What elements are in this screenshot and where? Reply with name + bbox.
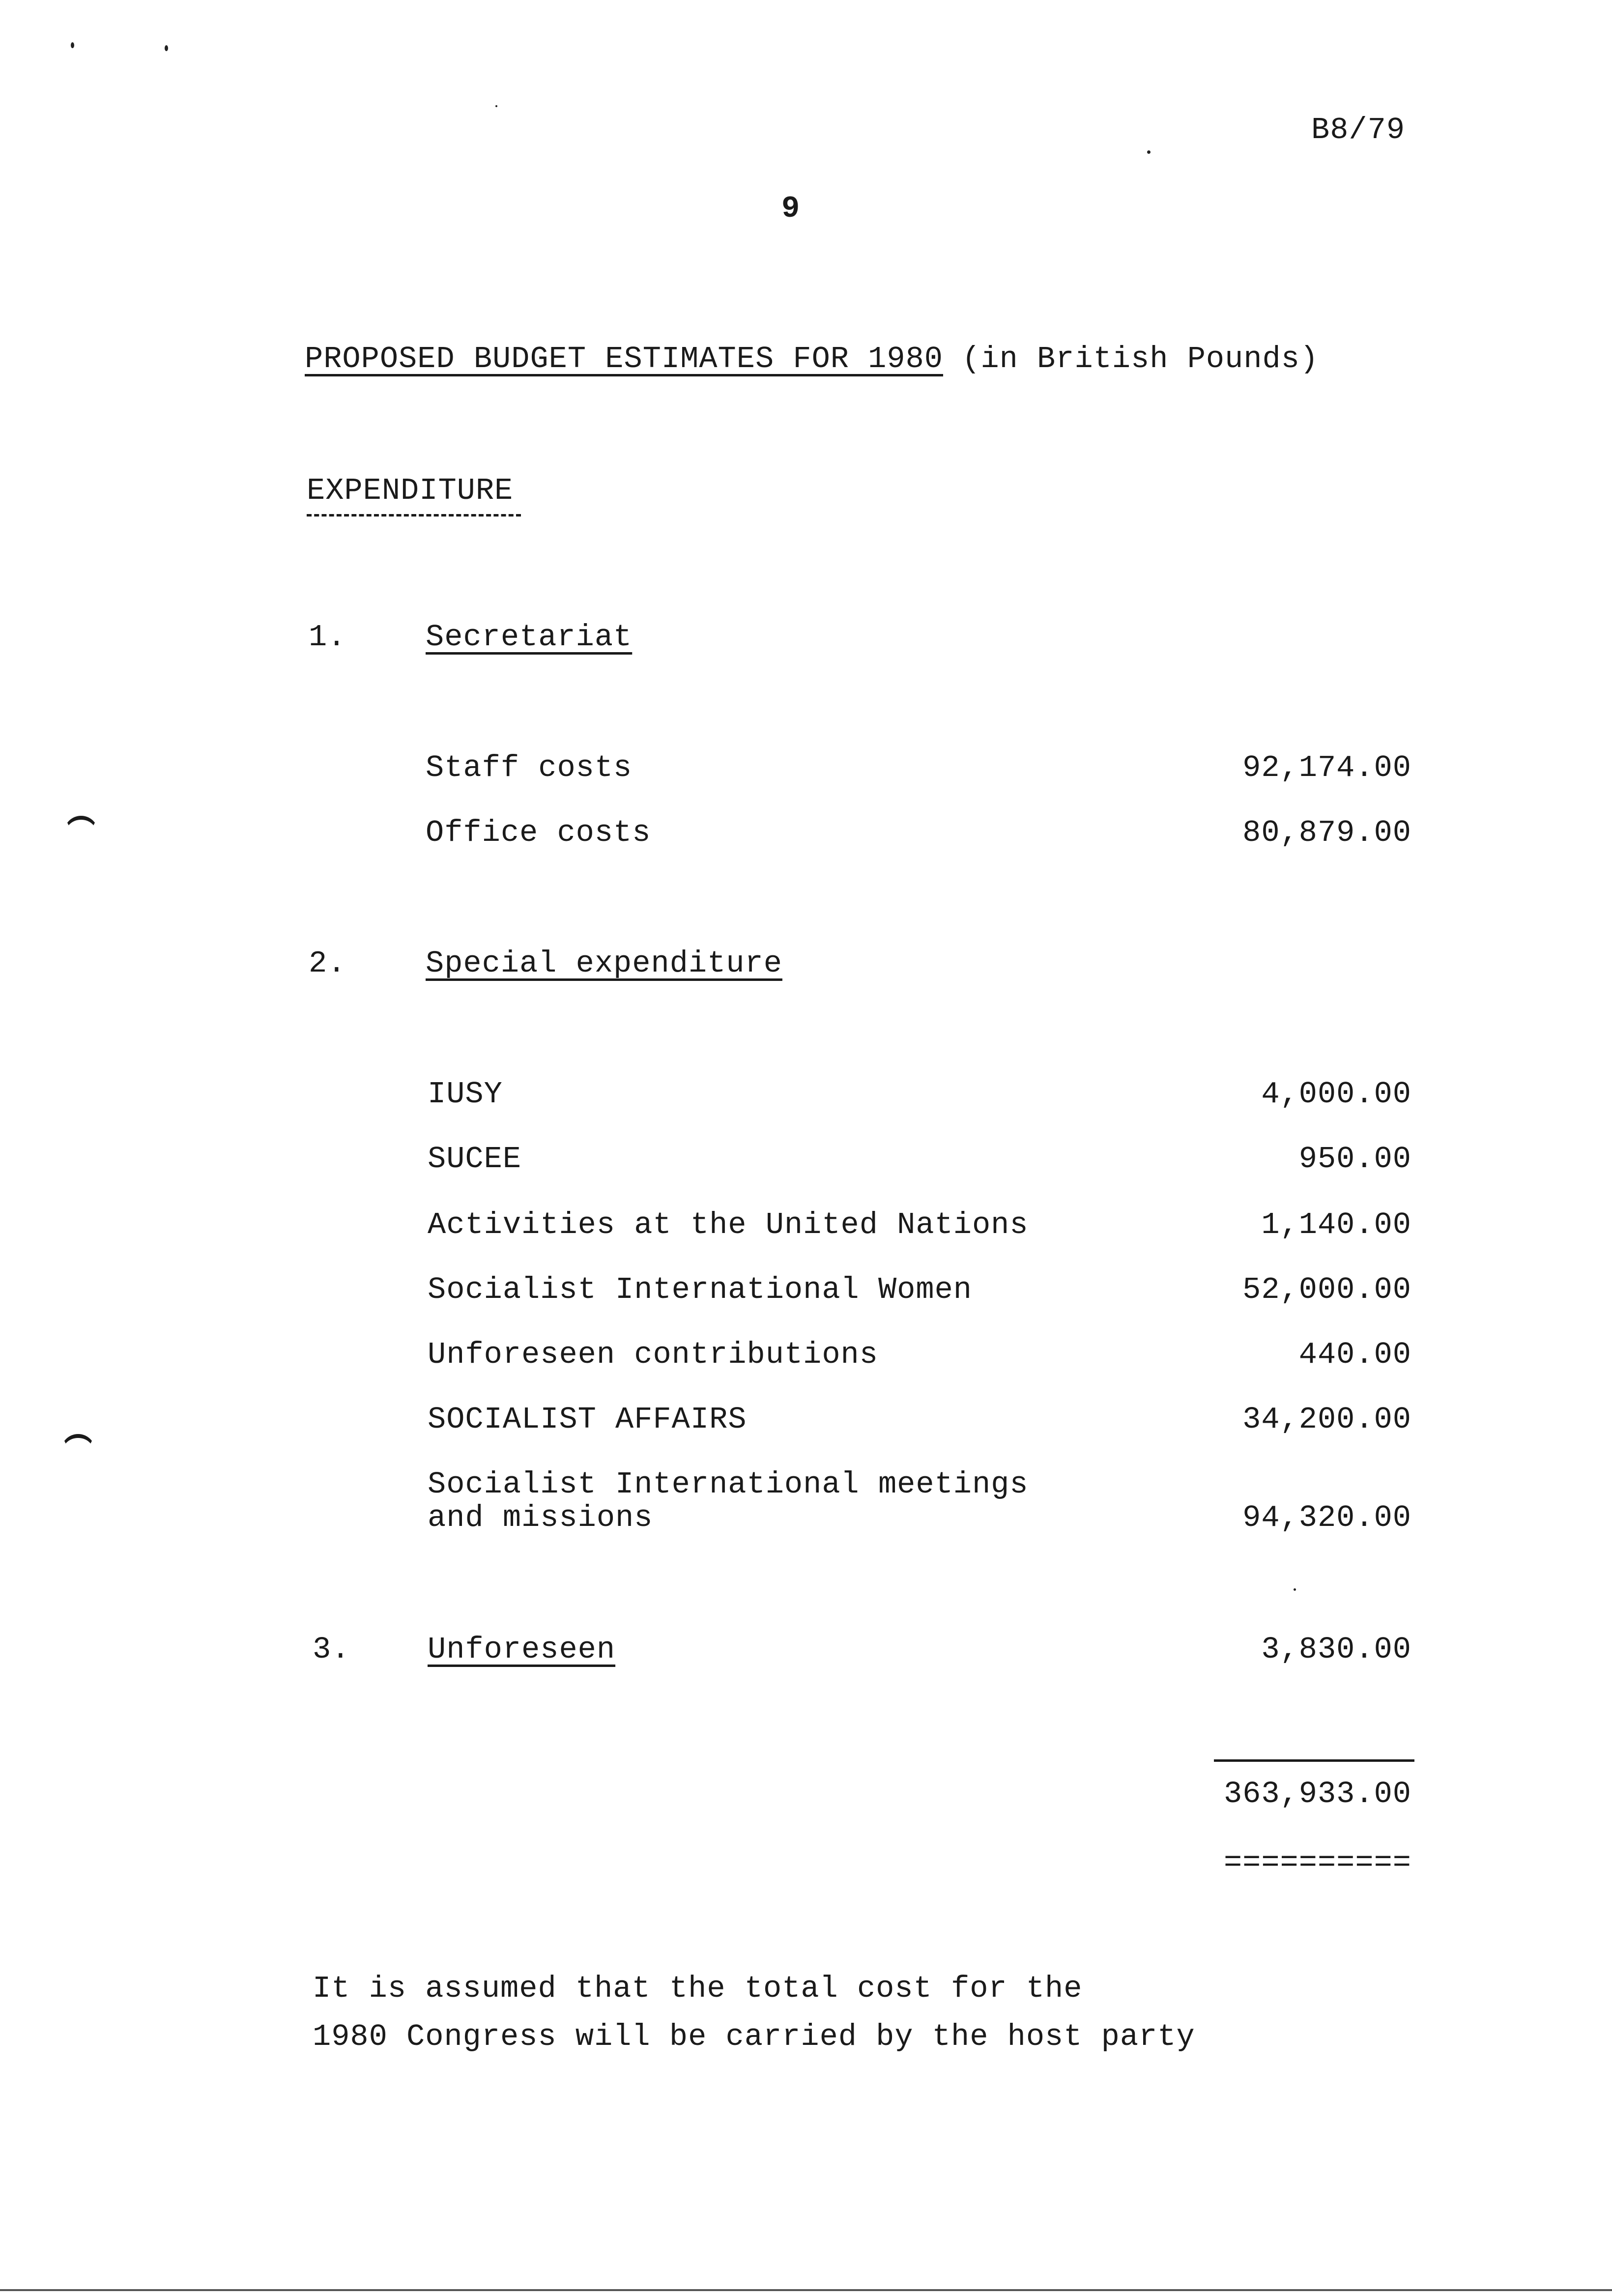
total-amount: 363,933.00 xyxy=(1223,1777,1411,1811)
heading-dashed-underline xyxy=(307,514,521,517)
section-title-special-expenditure: Special expenditure xyxy=(426,946,782,981)
section-number-1: 1. xyxy=(309,620,346,655)
note-line: It is assumed that the total cost for the xyxy=(313,1971,1083,2006)
scan-speck xyxy=(165,45,168,51)
item-label: Office costs xyxy=(426,815,651,850)
item-label: SOCIALIST AFFAIRS xyxy=(428,1402,747,1437)
title-suffix: (in British Pounds) xyxy=(962,342,1319,376)
page-number: 9 xyxy=(781,191,801,226)
punch-hole-mark xyxy=(61,1434,95,1468)
item-amount: 1,140.00 xyxy=(1261,1207,1411,1242)
item-label: Activities at the United Nations xyxy=(428,1207,1029,1242)
section-amount: 3,830.00 xyxy=(1261,1632,1411,1667)
scan-speck xyxy=(71,42,74,48)
section-heading-expenditure: EXPENDITURE xyxy=(307,473,514,508)
page-title xyxy=(305,342,1319,376)
scan-speck xyxy=(1294,1588,1296,1591)
item-amount: 92,174.00 xyxy=(1242,750,1411,785)
section-title-unforeseen: Unforeseen xyxy=(428,1632,616,1667)
scan-speck xyxy=(495,105,497,107)
page-bottom-edge xyxy=(0,2289,1612,2291)
item-amount: 94,320.00 xyxy=(1242,1500,1411,1535)
punch-hole-mark xyxy=(64,816,98,850)
item-amount: 80,879.00 xyxy=(1242,815,1411,850)
note-line: 1980 Congress will be carried by the host party xyxy=(313,2019,1195,2054)
item-amount: 4,000.00 xyxy=(1261,1077,1411,1112)
item-label: Socialist International Women xyxy=(428,1272,972,1307)
item-label-line2: and missions xyxy=(428,1500,653,1535)
section-title-secretariat: Secretariat xyxy=(426,620,633,655)
item-label: Staff costs xyxy=(426,750,633,785)
item-amount: 440.00 xyxy=(1298,1337,1411,1372)
item-label: Unforeseen contributions xyxy=(428,1337,878,1372)
section-number-3: 3. xyxy=(313,1632,350,1667)
section-number-2: 2. xyxy=(309,946,346,981)
item-label: IUSY xyxy=(428,1077,503,1112)
document-reference: B8/79 xyxy=(1311,113,1406,147)
item-label-line1: Socialist International meetings xyxy=(428,1467,1029,1502)
total-double-rule: ========== xyxy=(1223,1845,1411,1880)
item-amount: 34,200.00 xyxy=(1242,1402,1411,1437)
scan-speck xyxy=(1147,150,1151,154)
item-amount: 950.00 xyxy=(1298,1142,1411,1177)
item-amount: 52,000.00 xyxy=(1242,1272,1411,1307)
total-rule xyxy=(1214,1759,1414,1762)
item-label: SUCEE xyxy=(428,1142,522,1177)
title-underlined: PROPOSED BUDGET ESTIMATES FOR 1980 xyxy=(305,342,944,376)
